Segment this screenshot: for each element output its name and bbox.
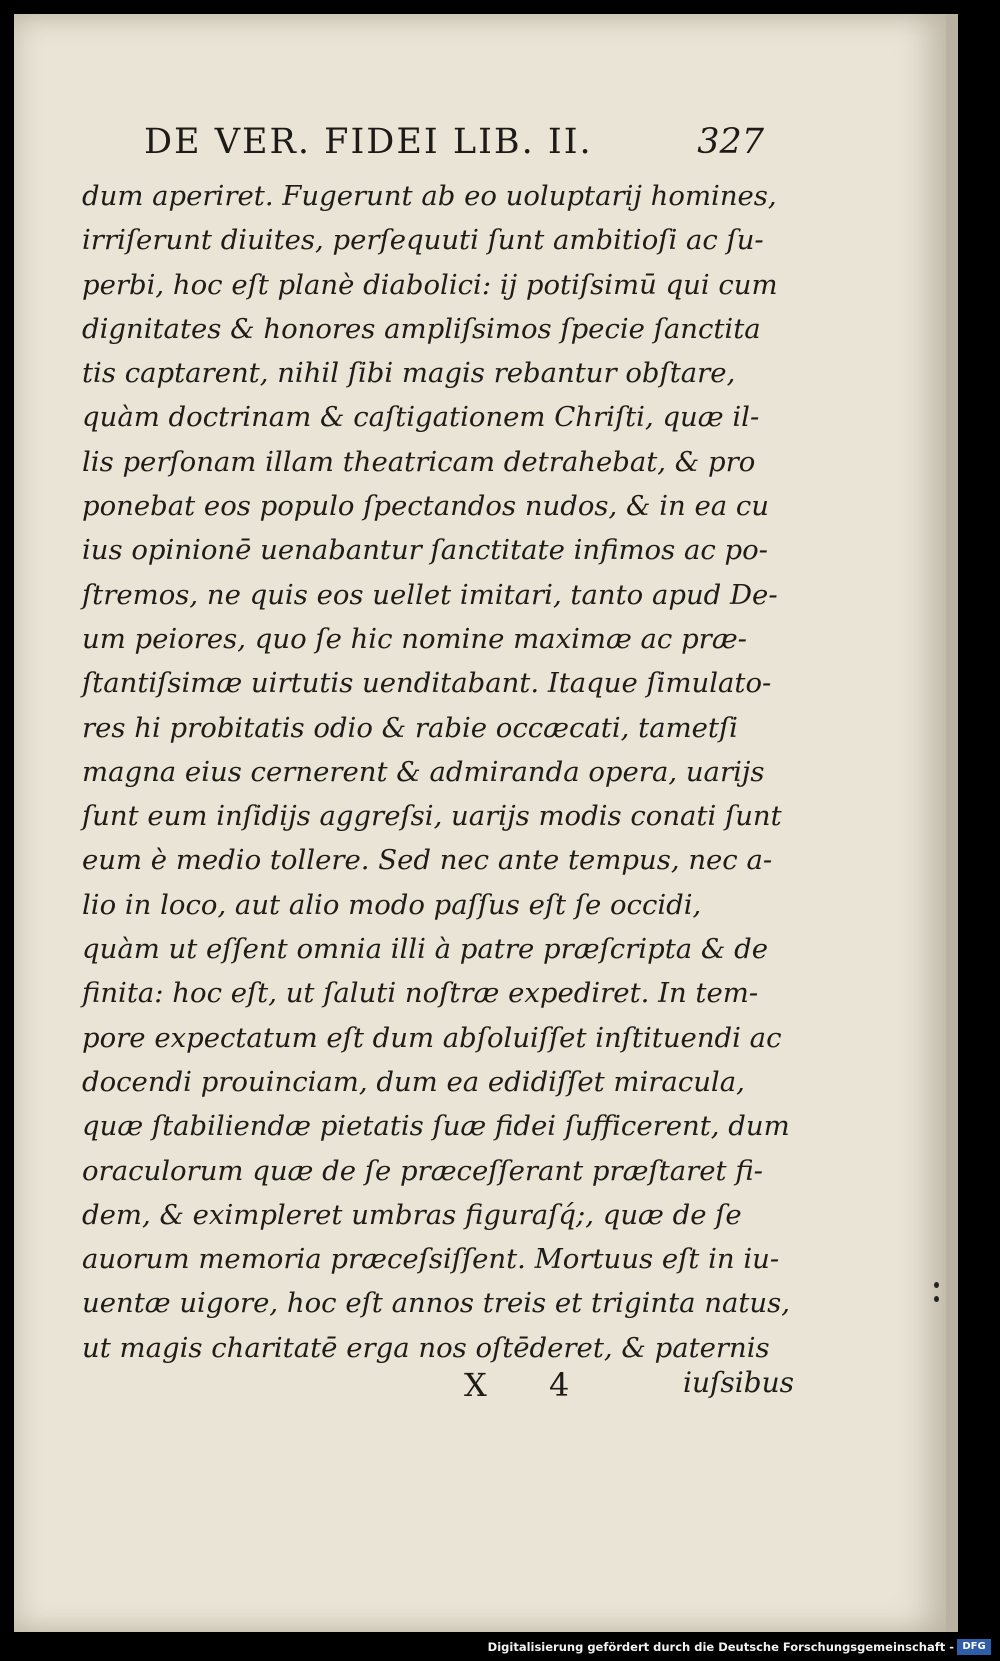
- text-line: dem, & eximpleret umbras figuraſq́;, quæ de ſe: [82, 1198, 742, 1231]
- running-title: DE VER. FIDEI LIB. II.: [144, 122, 593, 162]
- text-line: irriſerunt diuites, perſequuti ſunt ambitioſi ac ſu-: [82, 224, 764, 257]
- text-line: tis captarent, nihil ſibi magis rebantur obſtare,: [82, 357, 736, 390]
- text-line: ſtantiſsimæ uirtutis uenditabant. Itaque ſimulato-: [82, 667, 772, 700]
- text-line: docendi prouinciam, dum ea edidiſſet miracula,: [82, 1065, 745, 1098]
- text-line: ut magis charitatē erga nos oſtēderet, & paternis: [82, 1331, 770, 1364]
- body-text: [82, 174, 790, 1370]
- text-line: ponebat eos populo ſpectandos nudos, & in ea cu: [82, 490, 769, 523]
- text-line: eum è medio tollere. Sed nec ante tempus, nec a-: [82, 844, 773, 877]
- text-line: finita: hoc eſt, ut ſaluti noſtræ expediret. In tem-: [82, 977, 759, 1010]
- text-line: res hi probitatis odio & rabie occæcati, tametſi: [82, 711, 738, 744]
- page-edge: [946, 14, 958, 1632]
- book-page: [14, 14, 946, 1632]
- text-line: ius opinionē uenabantur ſanctitate infimos ac po-: [82, 534, 768, 567]
- text-line: dignitates & honores ampliſsimos ſpecie ſanctita: [82, 312, 761, 345]
- text-line: magna eius cernerent & admiranda opera, uarijs: [82, 755, 765, 788]
- text-line: lio in loco, aut alio modo paſſus eſt ſe occidi,: [82, 888, 702, 921]
- text-line: quàm doctrinam & caſtigationem Chriſti, quæ il-: [82, 401, 760, 434]
- text-line: quàm ut eſſent omnia illi à patre præſcripta & de: [82, 933, 768, 966]
- digitization-credit: Digitalisierung gefördert durch die Deutsche Forschungsgemeinschaft -: [487, 1640, 954, 1654]
- text-line: ſunt eum inſidijs aggreſsi, uarijs modis conati ſunt: [82, 800, 782, 833]
- text-line: auorum memoria præceſsiſſent. Mortuus eſt in iu-: [82, 1243, 780, 1276]
- page-number: 327: [697, 122, 764, 162]
- text-line: quæ ſtabiliendæ pietatis ſuæ fidei ſufficerent, dum: [82, 1110, 790, 1143]
- text-line: ſtremos, ne quis eos uellet imitari, tanto apud De-: [82, 578, 778, 611]
- page-header: [144, 122, 764, 166]
- text-line: oraculorum quæ de ſe præceſſerant præſtaret fi-: [82, 1154, 763, 1187]
- page-footer: [464, 1366, 794, 1414]
- dfg-logo: DFG: [957, 1639, 991, 1655]
- text-line: uentæ uigore, hoc eſt annos treis et triginta natus,: [82, 1287, 790, 1320]
- text-line: perbi, hoc eſt planè diabolici: ij potiſsimū qui cum: [82, 268, 778, 301]
- signature-mark: X 4: [464, 1366, 596, 1404]
- text-line: dum aperiret. Fugerunt ab eo uoluptarij homines,: [82, 180, 777, 212]
- catchword: iuſsibus: [682, 1366, 794, 1399]
- text-line: lis perſonam illam theatricam detrahebat, & pro: [82, 445, 756, 478]
- margin-mark: [934, 1282, 940, 1312]
- text-line: pore expectatum eſt dum abſoluiſſet inſtituendi ac: [82, 1021, 782, 1054]
- text-line: um peiores, quo ſe hic nomine maximæ ac præ-: [82, 622, 747, 655]
